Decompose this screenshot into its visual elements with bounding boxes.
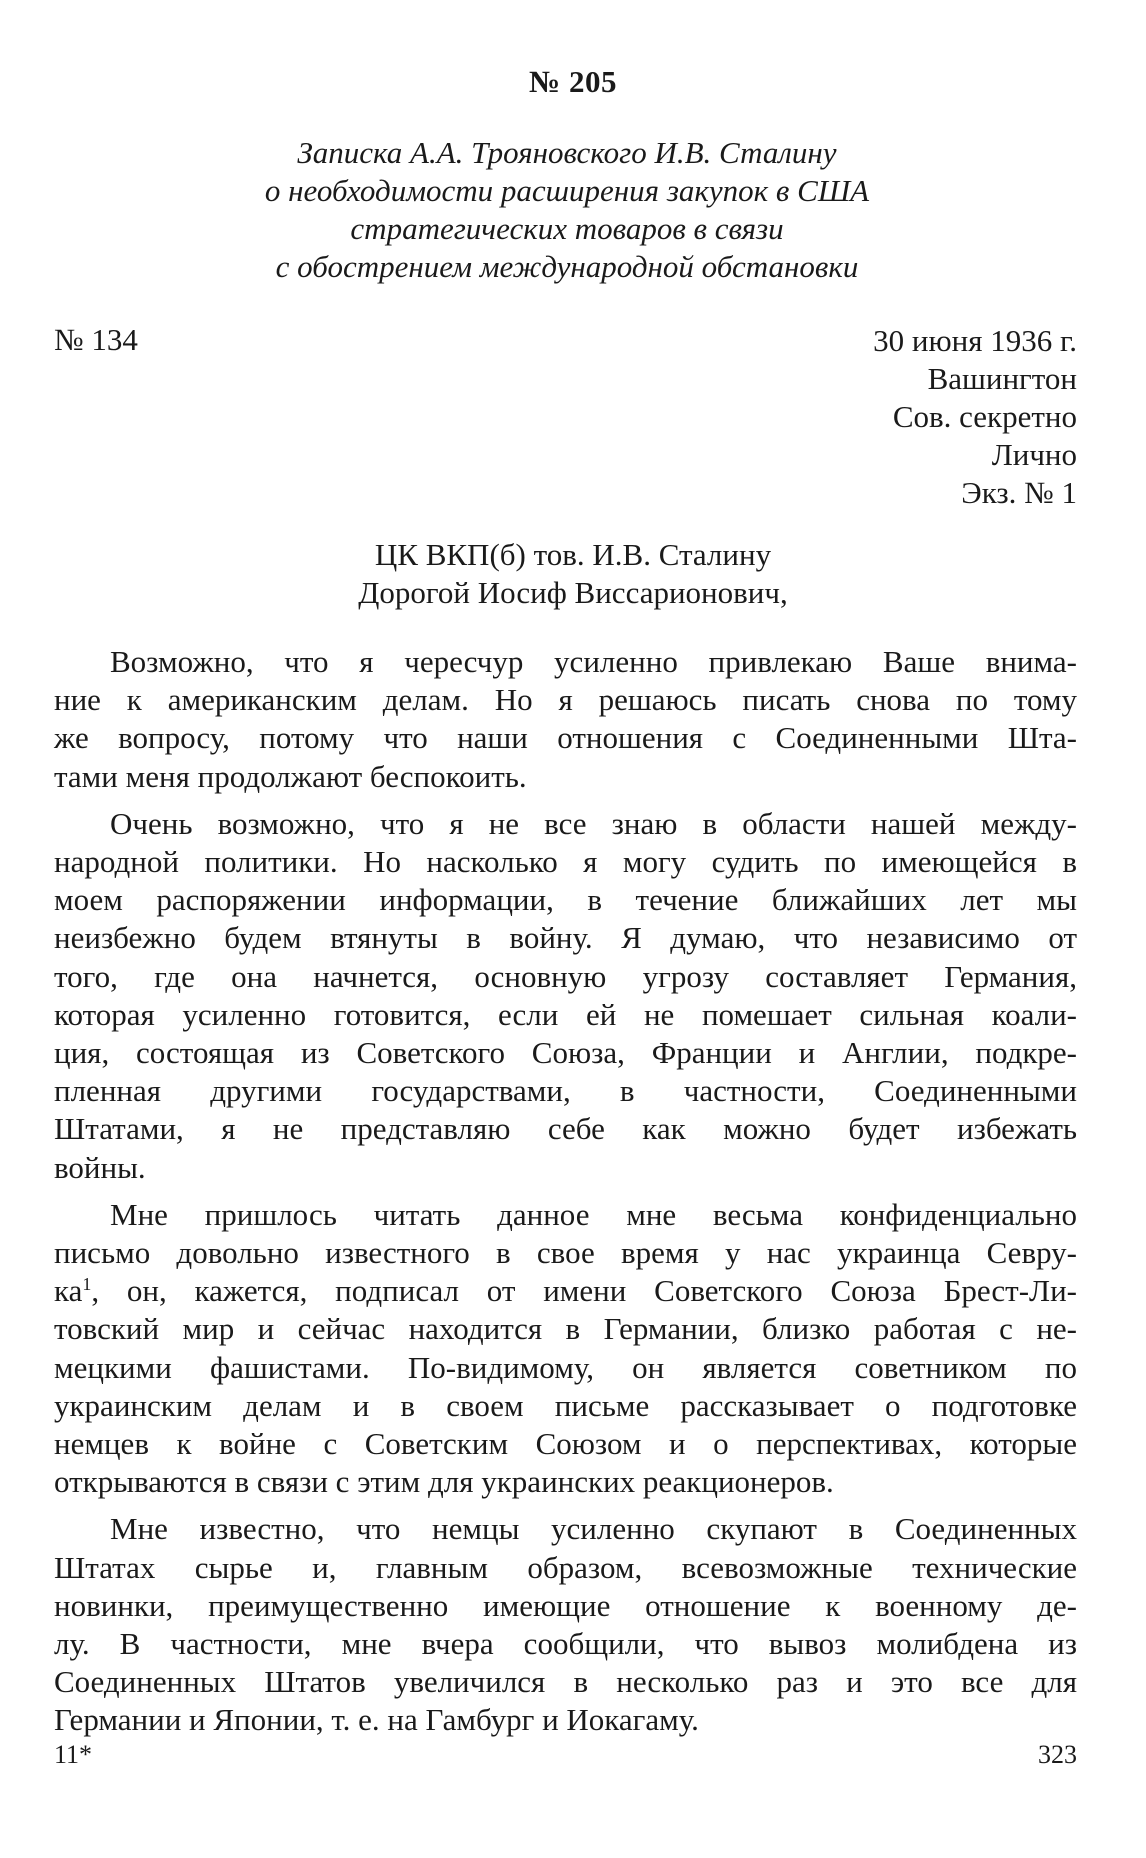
signature-mark: 11* xyxy=(54,1740,93,1769)
text-line: пленная другими государствами, в частности, Соединенными xyxy=(54,1073,1077,1109)
text-line xyxy=(54,1272,1077,1310)
letter-body xyxy=(54,643,1077,1749)
text-line: же вопросу, потому что наши отношения с Соединенными Шта- xyxy=(54,720,1077,756)
text-line: тами меня продолжают беспокоить. xyxy=(54,758,527,794)
text-line: лу. В частности, мне вчера сообщили, что вывоз молибдена из xyxy=(54,1626,1077,1662)
text-line: Мне известно, что немцы усиленно скупают в Соединенных xyxy=(110,1511,1077,1547)
text-line: того, где она начнется, основную угрозу составляет Германия, xyxy=(54,958,1077,994)
document-place: Вашингтон xyxy=(927,361,1077,396)
document-date: 30 июня 1936 г. xyxy=(873,323,1077,358)
text-fragment: ка xyxy=(54,1273,83,1309)
title-line: о необходимости расширения закупок в США xyxy=(264,173,870,208)
page-number: 323 xyxy=(1038,1740,1077,1769)
text-line: новинки, преимущественно имеющие отношение к военному де- xyxy=(54,1587,1077,1623)
text-line: Очень возможно, что я не все знаю в области нашей между- xyxy=(110,805,1077,841)
copy-number: Экз. № 1 xyxy=(961,475,1077,510)
personal-mark: Лично xyxy=(991,437,1077,472)
text-line: Мне пришлось читать данное мне весьма конфиденциально xyxy=(110,1196,1077,1232)
classification-mark: Сов. секретно xyxy=(892,399,1077,434)
footnote-mark[interactable]: 1 xyxy=(82,1274,92,1295)
text-line: украинским делам и в своем письме рассказывает о подготовке xyxy=(54,1387,1077,1423)
text-fragment: , он, кажется, подписал от имени Советского Союза Брест-Ли- xyxy=(91,1273,1077,1309)
text-line: ние к американским делам. Но я решаюсь писать снова по тому xyxy=(54,682,1077,718)
addressee: ЦК ВКП(б) тов. И.В. Сталину xyxy=(374,537,772,572)
text-line: неизбежно будем втянуты в войну. Я думаю, что независимо от xyxy=(54,920,1077,956)
text-line: ция, состоящая из Советского Союза, Франции и Англии, подкре- xyxy=(54,1035,1077,1071)
salutation: Дорогой Иосиф Виссарионович, xyxy=(358,575,788,610)
text-line: моем распоряжении информации, в течение ближайших лет мы xyxy=(54,882,1077,918)
text-line: войны. xyxy=(54,1149,146,1185)
title-line: с обострением международной обстановки xyxy=(275,249,859,284)
paragraph xyxy=(54,1510,1077,1739)
text-line: Штатах сырье и, главным образом, всевозможные технические xyxy=(54,1549,1077,1585)
title-line: стратегических товаров в связи xyxy=(350,211,784,246)
text-line: мецкими фашистами. По-видимому, он является советником по xyxy=(54,1349,1077,1385)
title-line: Записка А.А. Трояновского И.В. Сталину xyxy=(297,135,837,170)
paragraph xyxy=(54,805,1077,1187)
reference-number: № 134 xyxy=(54,322,138,357)
text-line: которая усиленно готовится, если ей не помешает сильная коали- xyxy=(54,996,1077,1032)
text-line: Германии и Японии, т. е. на Гамбург и Иокагаму. xyxy=(54,1702,699,1738)
text-line: открываются в связи с этим для украинских реакционеров. xyxy=(54,1464,834,1500)
text-line: Штатами, я не представляю себе как можно будет избежать xyxy=(54,1111,1077,1147)
text-line: народной политики. Но насколько я могу судить по имеющейся в xyxy=(54,844,1077,880)
paragraph xyxy=(54,1196,1077,1502)
text-line: письмо довольно известного в свое время у нас украинца Севру- xyxy=(54,1235,1077,1271)
text-line: Соединенных Штатов увеличился в несколько раз и это все для xyxy=(54,1664,1077,1700)
document-meta xyxy=(873,322,1077,512)
text-line: Возможно, что я чересчур усиленно привлекаю Ваше внима- xyxy=(110,644,1077,679)
text-line: немцев к войне с Советским Союзом и о перспективах, которые xyxy=(54,1426,1077,1462)
document-title xyxy=(150,134,984,286)
paragraph xyxy=(54,643,1077,796)
addressee-block xyxy=(0,536,1146,612)
text-line: товский мир и сейчас находится в Германии, близко работая с не- xyxy=(54,1311,1077,1347)
document-number: № 205 xyxy=(529,64,617,99)
